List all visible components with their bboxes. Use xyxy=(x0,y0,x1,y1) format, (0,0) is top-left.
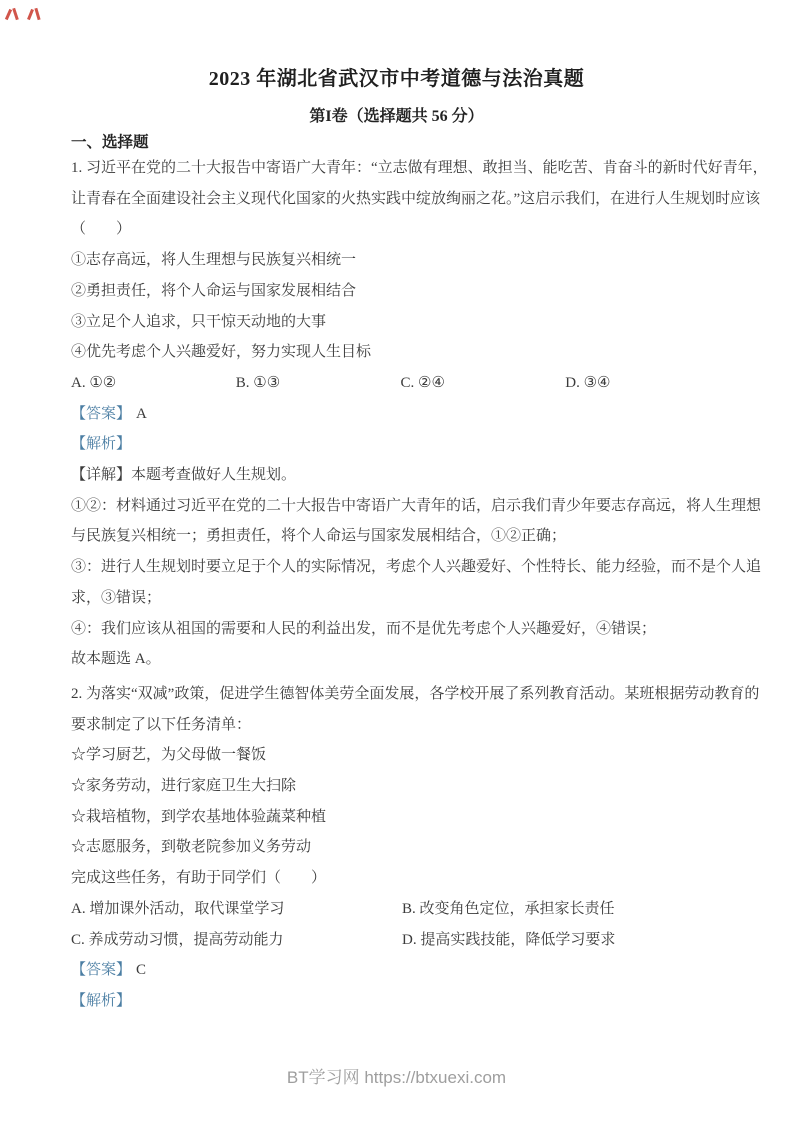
q1-analysis-label: 【解析】 xyxy=(71,436,132,453)
q1-explanation-line: ③：进行人生规划时要立足于个人的实际情况，考虑个人兴趣爱好、个性特长、能力经验，而不是个人追 xyxy=(71,559,762,576)
q2-option-d: D. 提高实践技能，降低学习要求 xyxy=(402,931,616,948)
q1-stem-line: 1. 习近平在党的二十大报告中寄语广大青年：“立志做有理想、敢担当、能吃苦、肯奋斗的新时代好青年， xyxy=(71,160,768,176)
watermark-text: BT学习网 https://btxuexi.com xyxy=(286,1068,507,1087)
q1-statement-4: ④优先考虑个人兴趣爱好，努力实现人生目标 xyxy=(71,344,372,361)
red-scan-artifact-stroke xyxy=(12,8,19,20)
q2-options-row-1 xyxy=(71,894,730,925)
red-scan-artifact-stroke xyxy=(5,9,12,20)
q1-stem-line: 让青春在全面建设社会主义现代化国家的火热实践中绽放绚丽之花。”这启示我们，在进行人生规划时应该 xyxy=(71,190,761,207)
red-scan-artifact xyxy=(5,6,45,24)
q2-stem-line: 要求制定了以下任务清单： xyxy=(71,716,252,733)
q2-task-item: ☆家务劳动，进行家庭卫生大扫除 xyxy=(71,778,297,795)
q1-option-d: D. ③④ xyxy=(565,374,611,391)
paper-part-title: 第I卷（选择题共 56 分） xyxy=(309,108,484,125)
q1-answer-label: 【答案】 xyxy=(71,405,132,422)
q2-task-item: ☆学习厨艺，为父母做一餐饭 xyxy=(71,747,267,764)
q2-option-a: A. 增加课外活动，取代课堂学习 xyxy=(71,900,285,917)
red-scan-artifact-stroke xyxy=(34,8,40,20)
q1-detail-line xyxy=(71,460,730,491)
q1-options-row xyxy=(71,368,730,399)
q2-answer-value: C xyxy=(136,962,147,979)
q1-statement-3: ③立足个人追求，只干惊天动地的大事 xyxy=(71,313,327,330)
q2-analysis-line xyxy=(71,986,730,1017)
q2-question-line: 完成这些任务，有助于同学们（ ） xyxy=(71,870,327,887)
q1-analysis-line xyxy=(71,429,730,460)
q2-task-item: ☆栽培植物，到学农基地体验蔬菜种植 xyxy=(71,808,327,825)
q1-option-a: A. ①② xyxy=(71,374,117,391)
q2-options-row-2 xyxy=(71,925,730,956)
q2-answer-label: 【答案】 xyxy=(71,962,132,979)
q2-analysis-label: 【解析】 xyxy=(71,992,132,1009)
q1-option-c: C. ②④ xyxy=(400,374,445,391)
q2-stem-line: 2. 为落实“双减”政策，促进学生德智体美劳全面发展，各学校开展了系列教育活动。某班根据劳动教育的 xyxy=(71,685,760,702)
q2-answer-line xyxy=(71,955,730,986)
q1-explanation-line: 故本题选 A。 xyxy=(71,651,161,668)
red-scan-artifact-stroke xyxy=(27,9,34,20)
document-body xyxy=(71,153,768,1017)
q1-detail-text: 本题考查做好人生规划。 xyxy=(131,467,297,484)
q1-explanation-line: 与民族复兴相统一；勇担责任，将个人命运与国家发展相结合，①②正确； xyxy=(71,528,567,545)
page-title: 2023 年湖北省武汉市中考道德与法治真题 xyxy=(208,68,585,90)
q1-detail-label: 【详解】 xyxy=(71,467,132,484)
q1-answer-line xyxy=(71,399,730,430)
q1-statement-1: ①志存高远，将人生理想与民族复兴相统一 xyxy=(71,252,357,269)
q1-statement-2: ②勇担责任，将个人命运与国家发展相结合 xyxy=(71,282,357,299)
q2-option-b: B. 改变角色定位，承担家长责任 xyxy=(402,900,615,917)
q1-explanation-line: 求，③错误； xyxy=(71,589,162,606)
q1-answer-value: A xyxy=(136,405,147,422)
section-heading: 一、选择题 xyxy=(71,134,149,151)
q2-option-c: C. 养成劳动习惯，提高劳动能力 xyxy=(71,931,284,948)
q1-explanation-line: ①②：材料通过习近平在党的二十大报告中寄语广大青年的话，启示我们青少年要志存高远，将人生理想 xyxy=(71,497,762,514)
q1-explanation-line: ④：我们应该从祖国的需要和人民的利益出发，而不是优先考虑个人兴趣爱好，④错误； xyxy=(71,620,657,637)
q1-stem-line: （ ） xyxy=(71,221,132,238)
q1-option-b: B. ①③ xyxy=(235,374,281,391)
q2-task-item: ☆志愿服务，到敬老院参加义务劳动 xyxy=(71,839,312,856)
